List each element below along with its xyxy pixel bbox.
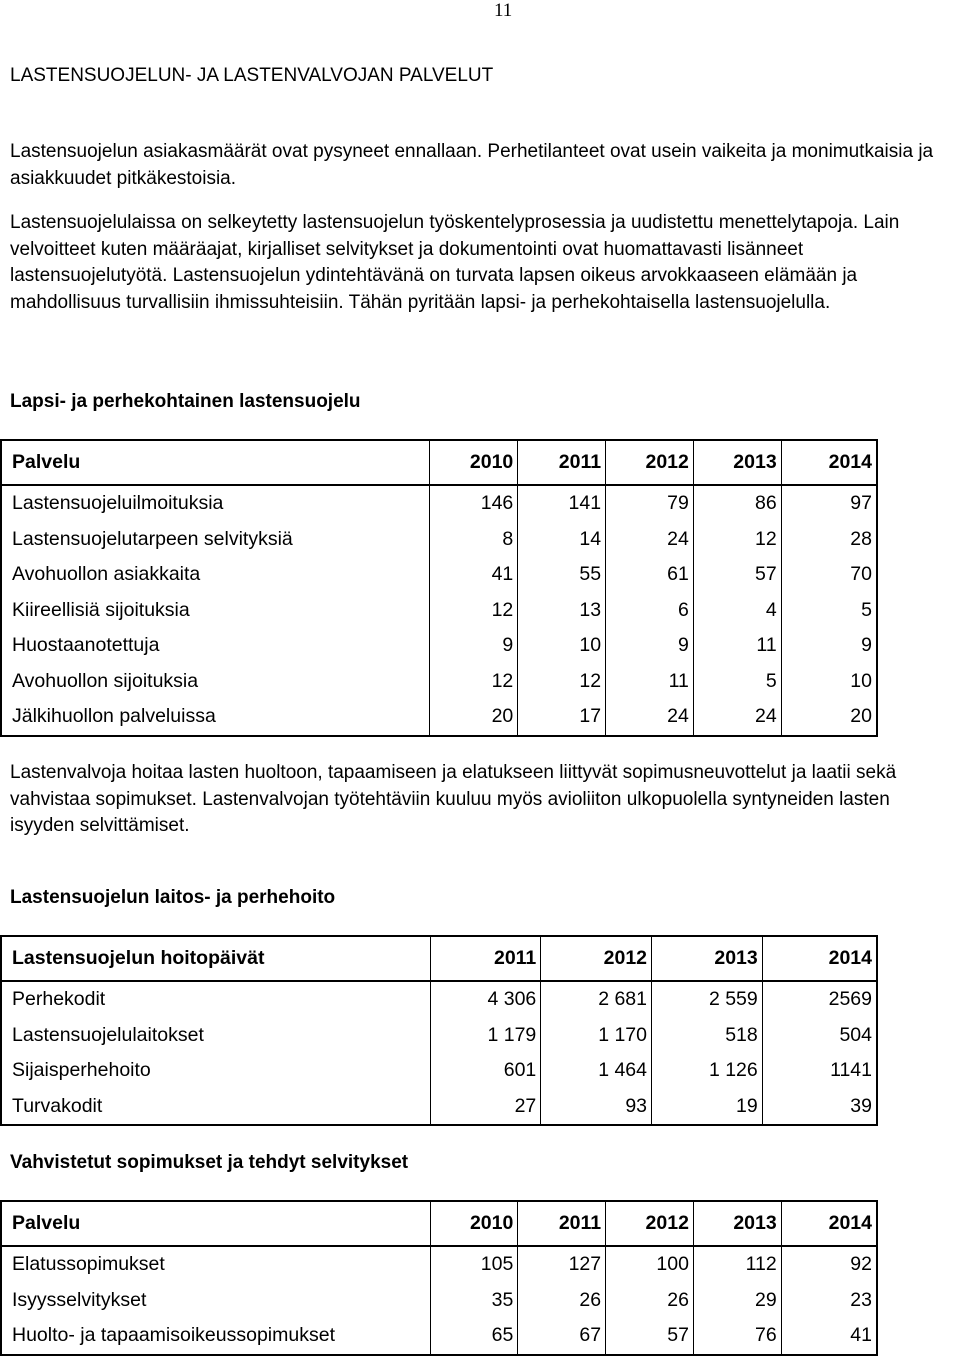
cell-value: 12: [693, 522, 781, 558]
cell-value: 10: [781, 664, 877, 700]
column-header-year: 2014: [781, 440, 877, 485]
cell-value: 6: [606, 593, 694, 629]
cell-value: 55: [518, 557, 606, 593]
cell-value: 1 126: [652, 1053, 763, 1089]
cell-value: 19: [652, 1089, 763, 1126]
cell-value: 1 179: [430, 1018, 541, 1054]
cell-value: 1 170: [541, 1018, 652, 1054]
cell-value: 5: [781, 593, 877, 629]
cell-value: 20: [781, 699, 877, 736]
cell-value: 504: [762, 1018, 877, 1054]
column-header-year: 2012: [541, 936, 652, 981]
row-label: Huolto- ja tapaamisoikeussopimukset: [1, 1318, 430, 1355]
cell-value: 518: [652, 1018, 763, 1054]
cell-value: 2569: [762, 981, 877, 1018]
agreements-table: [0, 1200, 878, 1356]
column-header-year: 2011: [430, 936, 541, 981]
column-header-label: Lastensuojelun hoitopäivät: [1, 936, 430, 981]
table-row: [1, 664, 877, 700]
cell-value: 41: [430, 557, 518, 593]
cell-value: 105: [430, 1246, 518, 1283]
table-row: [1, 485, 877, 522]
table-row: [1, 1053, 877, 1089]
cell-value: 24: [606, 522, 694, 558]
cell-value: 11: [693, 628, 781, 664]
cell-value: 20: [430, 699, 518, 736]
table-header-row: [1, 936, 877, 981]
column-header-year: 2013: [693, 1201, 781, 1246]
cell-value: 141: [518, 485, 606, 522]
table-row: [1, 699, 877, 736]
cell-value: 1141: [762, 1053, 877, 1089]
cell-value: 28: [781, 522, 877, 558]
cell-value: 9: [430, 628, 518, 664]
table-row: [1, 981, 877, 1018]
cell-value: 14: [518, 522, 606, 558]
row-label: Avohuollon sijoituksia: [1, 664, 430, 700]
column-header-year: 2013: [693, 440, 781, 485]
table-row: [1, 628, 877, 664]
cell-value: 112: [693, 1246, 781, 1283]
table-header-row: [1, 440, 877, 485]
column-header-year: 2012: [606, 440, 694, 485]
law-paragraph: Lastensuojelulaissa on selkeytetty lastensuojelun työskentelyprosessia ja uudistettu menettelytapoja. Lain velvoitteet kuten määräajat, kirjalliset selvitykset ja dokumentointi ovat huomattavasti lisänneet lastensuojelutyötä. Lastensuojelun ydintehtävänä on turvata lapsen oikeus arvokkaaseen elämään ja mahdollisuus turvallisiin ihmissuhteisiin. Tähän pyritään lapsi- ja perhekohtaisella lastensuojelulla.: [10, 212, 900, 313]
table-row: [1, 1283, 877, 1319]
cell-value: 2 681: [541, 981, 652, 1018]
intro-paragraph: Lastensuojelun asiakasmäärät ovat pysyneet ennallaan. Perhetilanteet ovat usein vaikeita ja monimutkaisia ja asiakkuudet pitkäkestoisia.: [10, 141, 934, 189]
cell-value: 65: [430, 1318, 518, 1355]
cell-value: 100: [606, 1246, 694, 1283]
column-header-year: 2014: [781, 1201, 877, 1246]
cell-value: 146: [430, 485, 518, 522]
cell-value: 9: [606, 628, 694, 664]
row-label: Perhekodit: [1, 981, 430, 1018]
cell-value: 57: [693, 557, 781, 593]
table-row: [1, 1018, 877, 1054]
cell-value: 76: [693, 1318, 781, 1355]
row-label: Avohuollon asiakkaita: [1, 557, 430, 593]
column-header-year: 2013: [652, 936, 763, 981]
cell-value: 24: [606, 699, 694, 736]
cell-value: 26: [518, 1283, 606, 1319]
cell-value: 17: [518, 699, 606, 736]
section-heading-institutional-care: Lastensuojelun laitos- ja perhehoito: [10, 887, 336, 908]
cell-value: 92: [781, 1246, 877, 1283]
cell-value: 70: [781, 557, 877, 593]
row-label: Turvakodit: [1, 1089, 430, 1126]
page-number: 11: [494, 0, 513, 21]
table-row: [1, 557, 877, 593]
row-label: Isyysselvitykset: [1, 1283, 430, 1319]
cell-value: 29: [693, 1283, 781, 1319]
row-label: Lastensuojeluilmoituksia: [1, 485, 430, 522]
cell-value: 79: [606, 485, 694, 522]
cell-value: 41: [781, 1318, 877, 1355]
cell-value: 601: [430, 1053, 541, 1089]
child-custody-paragraph: Lastenvalvoja hoitaa lasten huoltoon, tapaamiseen ja elatukseen liittyvät sopimusneuvottelut ja laatii sekä vahvistaa sopimukset. Lastenvalvojan työtehtäviin kuuluu myös avioliiton ulkopuolella syntyneiden lasten isyyden selvittämiset.: [10, 762, 897, 836]
cell-value: 61: [606, 557, 694, 593]
institutional-care-table: [0, 935, 878, 1126]
cell-value: 12: [430, 593, 518, 629]
column-header-label: Palvelu: [1, 440, 430, 485]
cell-value: 8: [430, 522, 518, 558]
row-label: Sijaisperhehoito: [1, 1053, 430, 1089]
cell-value: 67: [518, 1318, 606, 1355]
cell-value: 23: [781, 1283, 877, 1319]
section-heading-agreements: Vahvistetut sopimukset ja tehdyt selvitykset: [10, 1152, 409, 1173]
cell-value: 13: [518, 593, 606, 629]
cell-value: 11: [606, 664, 694, 700]
cell-value: 57: [606, 1318, 694, 1355]
row-label: Huostaanotettuja: [1, 628, 430, 664]
cell-value: 39: [762, 1089, 877, 1126]
cell-value: 10: [518, 628, 606, 664]
table-row: [1, 1089, 877, 1126]
child-protection-table: [0, 439, 878, 737]
cell-value: 1 464: [541, 1053, 652, 1089]
page-title: LASTENSUOJELUN- JA LASTENVALVOJAN PALVELUT: [10, 65, 494, 86]
cell-value: 4: [693, 593, 781, 629]
column-header-year: 2010: [430, 1201, 518, 1246]
table-row: [1, 522, 877, 558]
table-row: [1, 593, 877, 629]
cell-value: 5: [693, 664, 781, 700]
cell-value: 12: [430, 664, 518, 700]
cell-value: 27: [430, 1089, 541, 1126]
column-header-year: 2012: [606, 1201, 694, 1246]
table-header-row: [1, 1201, 877, 1246]
cell-value: 35: [430, 1283, 518, 1319]
column-header-year: 2014: [762, 936, 877, 981]
cell-value: 93: [541, 1089, 652, 1126]
row-label: Elatussopimukset: [1, 1246, 430, 1283]
cell-value: 9: [781, 628, 877, 664]
row-label: Lastensuojelutarpeen selvityksiä: [1, 522, 430, 558]
column-header-year: 2011: [518, 440, 606, 485]
row-label: Kiireellisiä sijoituksia: [1, 593, 430, 629]
table-row: [1, 1246, 877, 1283]
column-header-year: 2011: [518, 1201, 606, 1246]
cell-value: 24: [693, 699, 781, 736]
section-heading-child-protection: Lapsi- ja perhekohtainen lastensuojelu: [10, 391, 361, 412]
cell-value: 127: [518, 1246, 606, 1283]
cell-value: 26: [606, 1283, 694, 1319]
cell-value: 86: [693, 485, 781, 522]
cell-value: 2 559: [652, 981, 763, 1018]
cell-value: 4 306: [430, 981, 541, 1018]
cell-value: 12: [518, 664, 606, 700]
table-row: [1, 1318, 877, 1355]
column-header-year: 2010: [430, 440, 518, 485]
column-header-label: Palvelu: [1, 1201, 430, 1246]
row-label: Jälkihuollon palveluissa: [1, 699, 430, 736]
cell-value: 97: [781, 485, 877, 522]
row-label: Lastensuojelulaitokset: [1, 1018, 430, 1054]
